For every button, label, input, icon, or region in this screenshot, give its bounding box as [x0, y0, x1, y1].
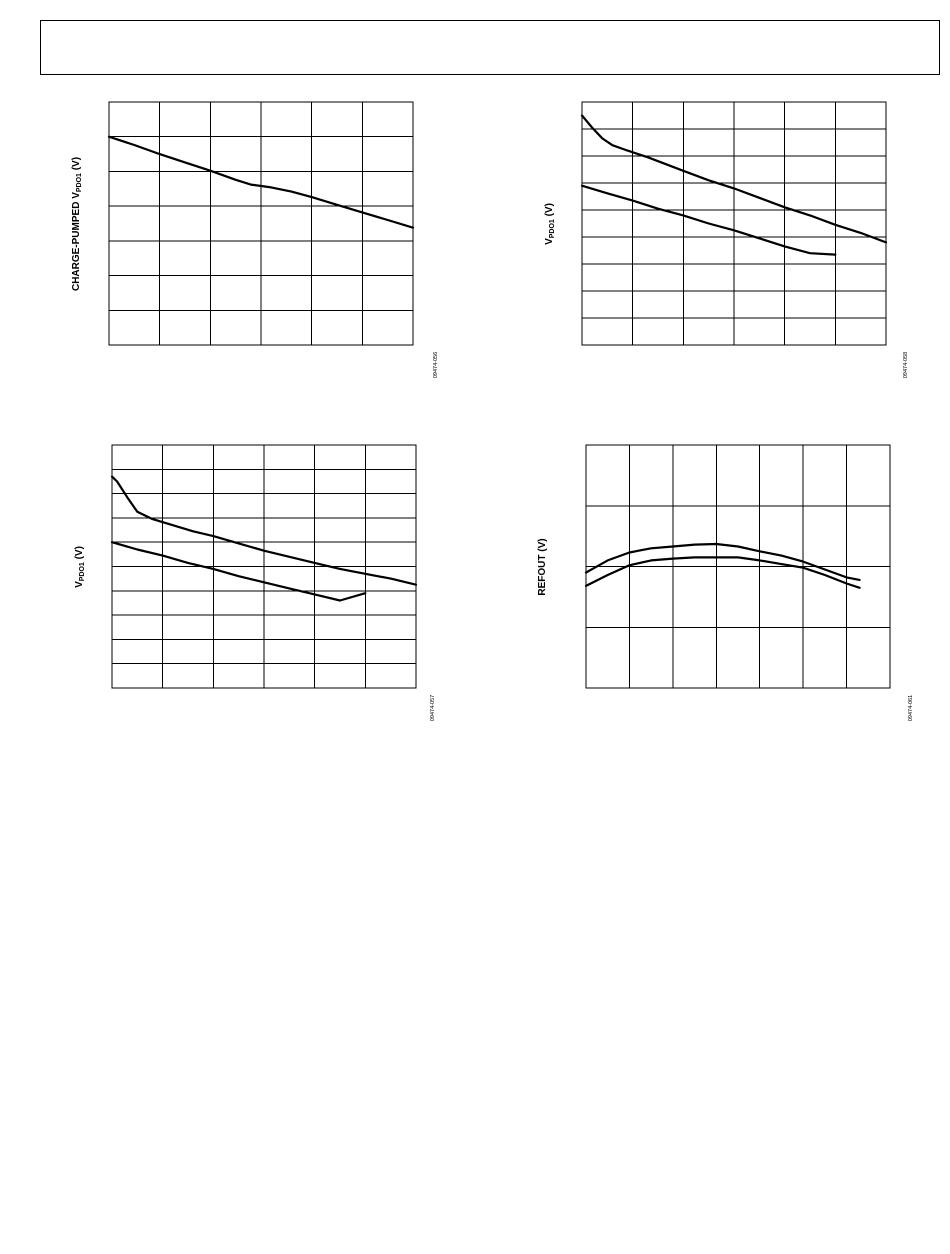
series-line-1	[586, 544, 860, 580]
y-axis-label	[537, 538, 548, 595]
y-axis-label-unit: (V)	[71, 156, 82, 174]
figure-id-label: 09474-057	[430, 694, 436, 722]
y-axis-label	[544, 203, 556, 245]
y-axis-label-unit: (V)	[74, 546, 85, 563]
chart-4	[537, 445, 914, 721]
series-line-2	[586, 557, 860, 587]
y-axis-label-subscript: PDO1	[549, 219, 556, 239]
figure-id-label: 09474-056	[433, 351, 439, 379]
chart-3	[74, 445, 436, 721]
figure-id-label: 09474-061	[908, 694, 914, 722]
series-line-2	[112, 542, 365, 600]
y-axis-label-unit: (V)	[544, 203, 555, 220]
chart-1	[71, 102, 439, 378]
y-axis-label-main: REFOUT	[537, 554, 548, 596]
y-axis-label-subscript: PDO1	[79, 562, 86, 582]
y-axis-label	[71, 157, 83, 291]
series-line-2	[582, 186, 835, 255]
y-axis-label-main: V	[544, 238, 555, 245]
figure-id-label: 09474-058	[903, 351, 909, 379]
y-axis-label-unit: (V)	[537, 538, 548, 555]
y-axis-label-main: V	[74, 581, 85, 588]
y-axis-label-main: CHARGE-PUMPED V	[71, 192, 82, 292]
y-axis-label	[74, 546, 86, 588]
y-axis-label-subscript: PDO1	[76, 173, 83, 193]
chart-2	[544, 102, 909, 378]
